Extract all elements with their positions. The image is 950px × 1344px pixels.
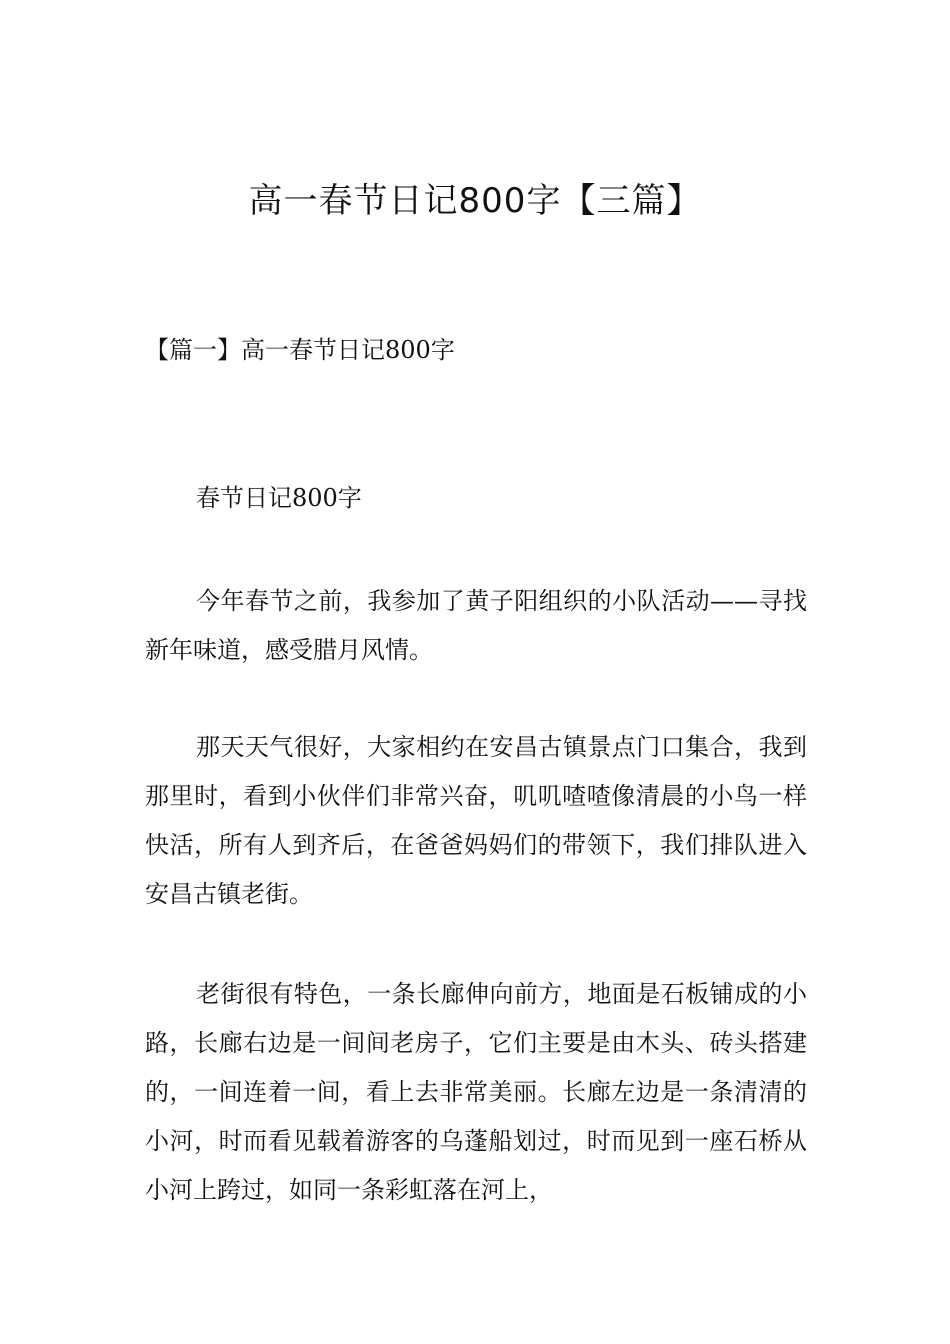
subheading: 春节日记800字 — [196, 484, 362, 512]
document-title: 高一春节日记800字【三篇】 — [248, 181, 702, 221]
paragraph: 那天天气很好，大家相约在安昌古镇景点门口集合，我到那里时，看到小伙伴们非常兴奋，叽叽喳喳像清晨的小鸟一样快活，所有人到齐后，在爸爸妈妈们的带领下，我们排队进入安昌古镇老街。 — [145, 733, 807, 908]
paragraph: 老街很有特色，一条长廊伸向前方，地面是石板铺成的小路，长廊右边是一间间老房子，它们主要是由木头、砖头搭建的，一间连着一间，看上去非常美丽。长廊左边是一条清清的小河，时而看见载着游客的乌蓬船划过，时而见到一座石桥从小河上跨过，如同一条彩虹落在河上， — [145, 980, 807, 1204]
section-heading: 【篇一】高一春节日记800字 — [145, 336, 455, 364]
paragraph: 今年春节之前，我参加了黄子阳组织的小队活动——寻找新年味道，感受腊月风情。 — [145, 587, 807, 664]
